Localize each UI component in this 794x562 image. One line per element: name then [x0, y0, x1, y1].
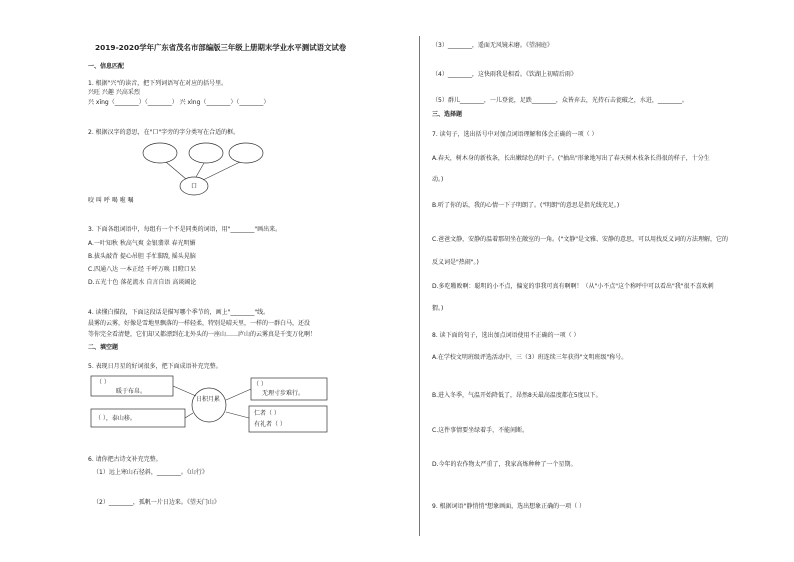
option-a: A.一叶知秋 秋高气爽 金银翡翠 春光明媚 [88, 240, 196, 247]
box-text: （ ），泰山移。 [95, 415, 136, 422]
question-text: 2. 根据汉字的意思，在"口"字旁的字分类写在合适的框。 [88, 129, 240, 136]
question-text: 5. 表现日月星的好词很多，把下面成语补充完整。 [88, 363, 222, 370]
diagram-center-char: 口 [191, 183, 198, 190]
option-a-cont: 动。) [432, 176, 444, 183]
box-blank: （ ） [96, 379, 110, 386]
option-c: C.四通八达 一本正经 千呼万唤 目瞪口呆 [88, 266, 196, 273]
poem-line: （3）________，遥面无风镜未磨。《望洞庭》 [432, 42, 553, 49]
page-title: 2019-2020学年广东省茂名市部编版三年级上册期末学业水平测试语文试卷 [95, 43, 347, 52]
section-heading: 二、填空题 [88, 344, 119, 351]
question-text: 3. 下面各组词语中，每组有一个不是同类的词语，用"________"画出来。 [88, 226, 282, 233]
section-heading: 一、信息匹配 [88, 63, 125, 70]
box-text: 仁者（ ） [254, 410, 280, 417]
section-heading: 三、选择题 [432, 111, 463, 118]
question-text: 7. 读句子，选出括号中对加点词语理解和体会正确的一项（ ） [432, 131, 598, 138]
question-text: 9. 根据词语"静悄悄"想象画面，选出想象正确的一项（ ） [432, 503, 586, 510]
box-blank: （ ） [253, 381, 267, 388]
box-text: 暖于布帛。 [116, 388, 147, 395]
option-c: C.爸爸文静，安静的温着那胡坐在敞室的一角。("文静"是文雅、安静的意思，可以用找反义词的方法理解，它的 [432, 236, 728, 243]
box-text: 无理寸步难行。 [262, 390, 305, 397]
option-c: C.这件事情要坐绿着手，不能间断。 [432, 427, 529, 434]
option-d: D.今年的农作物太严重了，我家高炼种种了一个星期。 [432, 461, 577, 468]
poem-line: （4）________，这快雨我是相看。《饮湖上初晴后雨》 [432, 71, 577, 78]
passage-line: 晨雾的云雾，好像是雪地里飘落的一样轻柔，特别是晴天里，一样的一群白马，还没 [88, 320, 311, 327]
center-label: 日积月累 [196, 396, 221, 403]
option-a: A.在学校文明班级评选活动中，三（3）班连续三年获得"文明班级"称号。 [432, 354, 628, 361]
option-b: B.拔头敲背 提心吊胆 手忙脚乱 摇头晃脑 [88, 253, 196, 260]
option-d: D.多吃啪败啊：聪明的小不点，偏宠的事我可真有啊啊！（从"小不点"这个称呼中可以看出"我"很不喜欢刺 [432, 283, 714, 290]
box-text: 有礼者（ ） [254, 421, 286, 428]
passage-line: 等你完全看清楚，它们却又都漂到在北外头的一座山……庐山的云雾真是千变万化啊！ [88, 331, 317, 338]
char-list: 咬 叫 呼 喝 啦 嘱 [88, 197, 134, 204]
answer-blanks: 兴 xīng（________）（________） 兴 xìng（________）（________） [88, 99, 270, 106]
question-text: 8. 读下面的句子，选出加点词语使用不正确的一项（ ） [432, 332, 580, 339]
question-text: 1. 根据"兴"的读音，把下列词语写在对应的括号里。 [88, 80, 228, 87]
option-d-cont: 猬。) [432, 305, 444, 312]
option-b: B.进入冬季，气温开始降低了，昂然8天最高温度都在5度以下。 [432, 392, 602, 399]
question-text: 4. 读懂白描段，下面这段话是描写哪个季节的，画上"________"线。 [88, 309, 270, 316]
question-text: 6. 请你把古诗文补充完整。 [88, 456, 162, 463]
option-a: A.春天，树木身的新枝条，长出嫩绿色的叶子。("抽出"形象地写出了春天树木枝条长得很的样子，十分生 [432, 155, 710, 162]
poem-line: （1）远上寒山石径斜，________。《山行》 [93, 469, 208, 476]
option-d: D.五光十色 落花流水 自言自语 高谈阔论 [88, 279, 197, 286]
option-b: B.听了你的话，我的心情一下子明朗了。("明朗"的意思是指光线充足。) [432, 202, 620, 209]
option-c-cont: 反义词是"热闹"。) [432, 259, 479, 266]
word-list: 兴旺 兴趣 兴高采烈 [88, 89, 140, 96]
poem-line: （5）群儿________，一儿登瓮，足跌________，众皆弃去，光持石击瓮破之，水迸，________。 [432, 97, 688, 104]
poem-line: （2）________，孤帆一片日边来。《望天门山》 [93, 499, 220, 506]
